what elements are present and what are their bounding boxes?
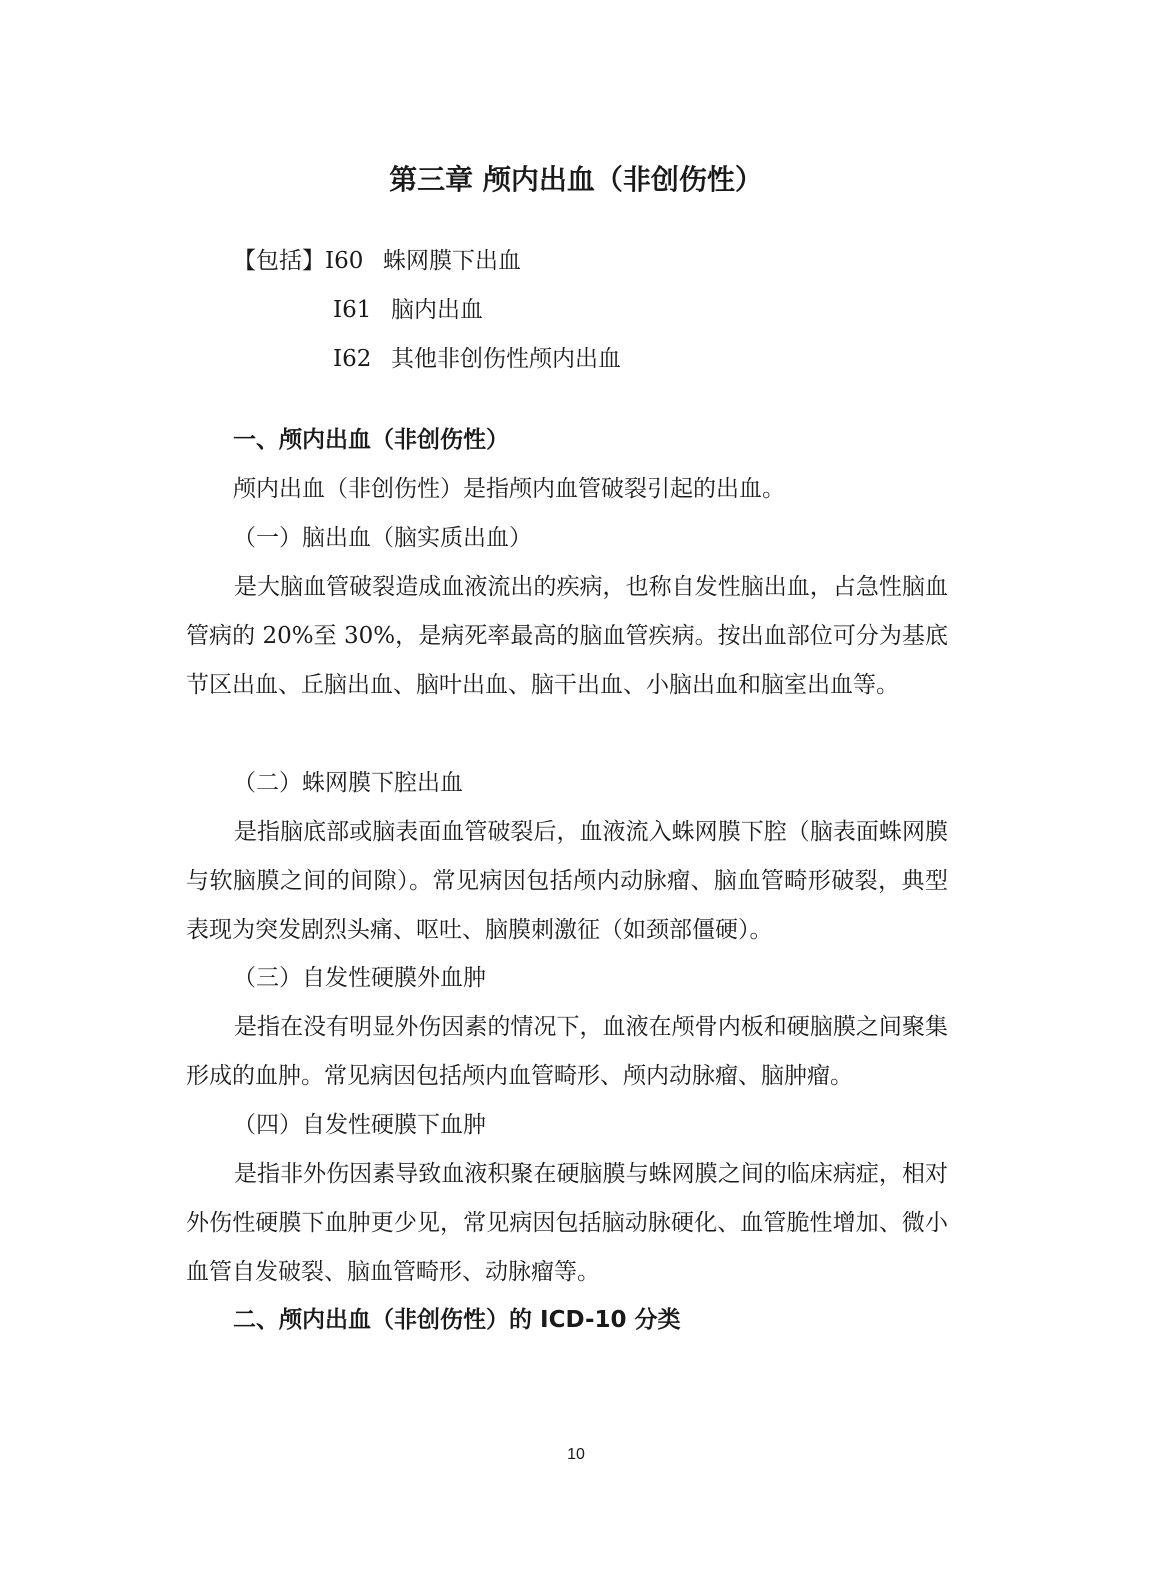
- includes-item-i60: [233, 243, 521, 279]
- icd-name: 蛛网膜下出血: [383, 248, 521, 274]
- icd-name: 脑内出血: [391, 297, 483, 323]
- includes-item-i62: [333, 341, 621, 377]
- section-heading-1: 一、颅内出血（非创伤性）: [233, 427, 509, 453]
- includes-label: 【包括】: [233, 248, 325, 274]
- icd-code: I62: [333, 346, 372, 372]
- subsection-text-2: 是指脑底部或脑表面血管破裂后，血液流入蛛网膜下腔（脑表面蛛网膜与软脑膜之间的间隙）。常见病因包括颅内动脉瘤、脑血管畸形破裂，典型表现为突发剧烈头痛、呕吐、脑膜刺激征（如颈部僵硬）。: [186, 819, 948, 943]
- includes-item-i61: [333, 292, 483, 328]
- icd-code: I60: [325, 248, 364, 274]
- icd-code: I61: [333, 297, 372, 323]
- subsection-heading-2: （二）蛛网膜下腔出血: [233, 770, 463, 796]
- subsection-heading-3: （三）自发性硬膜外血肿: [233, 965, 486, 991]
- section-heading-2: 二、颅内出血（非创伤性）的 ICD-10 分类: [233, 1307, 681, 1333]
- subsection-text-3: 是指在没有明显外伤因素的情况下，血液在颅骨内板和硬脑膜之间聚集形成的血肿。常见病因包括颅内血管畸形、颅内动脉瘤、脑肿瘤。: [186, 1014, 948, 1089]
- subsection-text-4: 是指非外伤因素导致血液积聚在硬脑膜与蛛网膜之间的临床病症，相对外伤性硬膜下血肿更少见，常见病因包括脑动脉硬化、血管脆性增加、微小血管自发破裂、脑血管畸形、动脉瘤等。: [186, 1161, 948, 1285]
- subsection-heading-4: （四）自发性硬膜下血肿: [233, 1112, 486, 1138]
- page-number: 10: [567, 1446, 585, 1463]
- icd-name: 其他非创伤性颅内出血: [391, 346, 621, 372]
- section-intro: 颅内出血（非创伤性）是指颅内血管破裂引起的出血。: [233, 476, 785, 502]
- subsection-text-1: 是大脑血管破裂造成血液流出的疾病，也称自发性脑出血，占急性脑血管病的 20%至 30%，是病死率最高的脑血管疾病。按出血部位可分为基底节区出血、丘脑出血、脑叶出血、脑干出血、小脑出血和脑室出血等。: [186, 574, 948, 698]
- subsection-heading-1: （一）脑出血（脑实质出血）: [233, 525, 532, 551]
- chapter-title: 第三章 颅内出血（非创伤性）: [389, 163, 763, 196]
